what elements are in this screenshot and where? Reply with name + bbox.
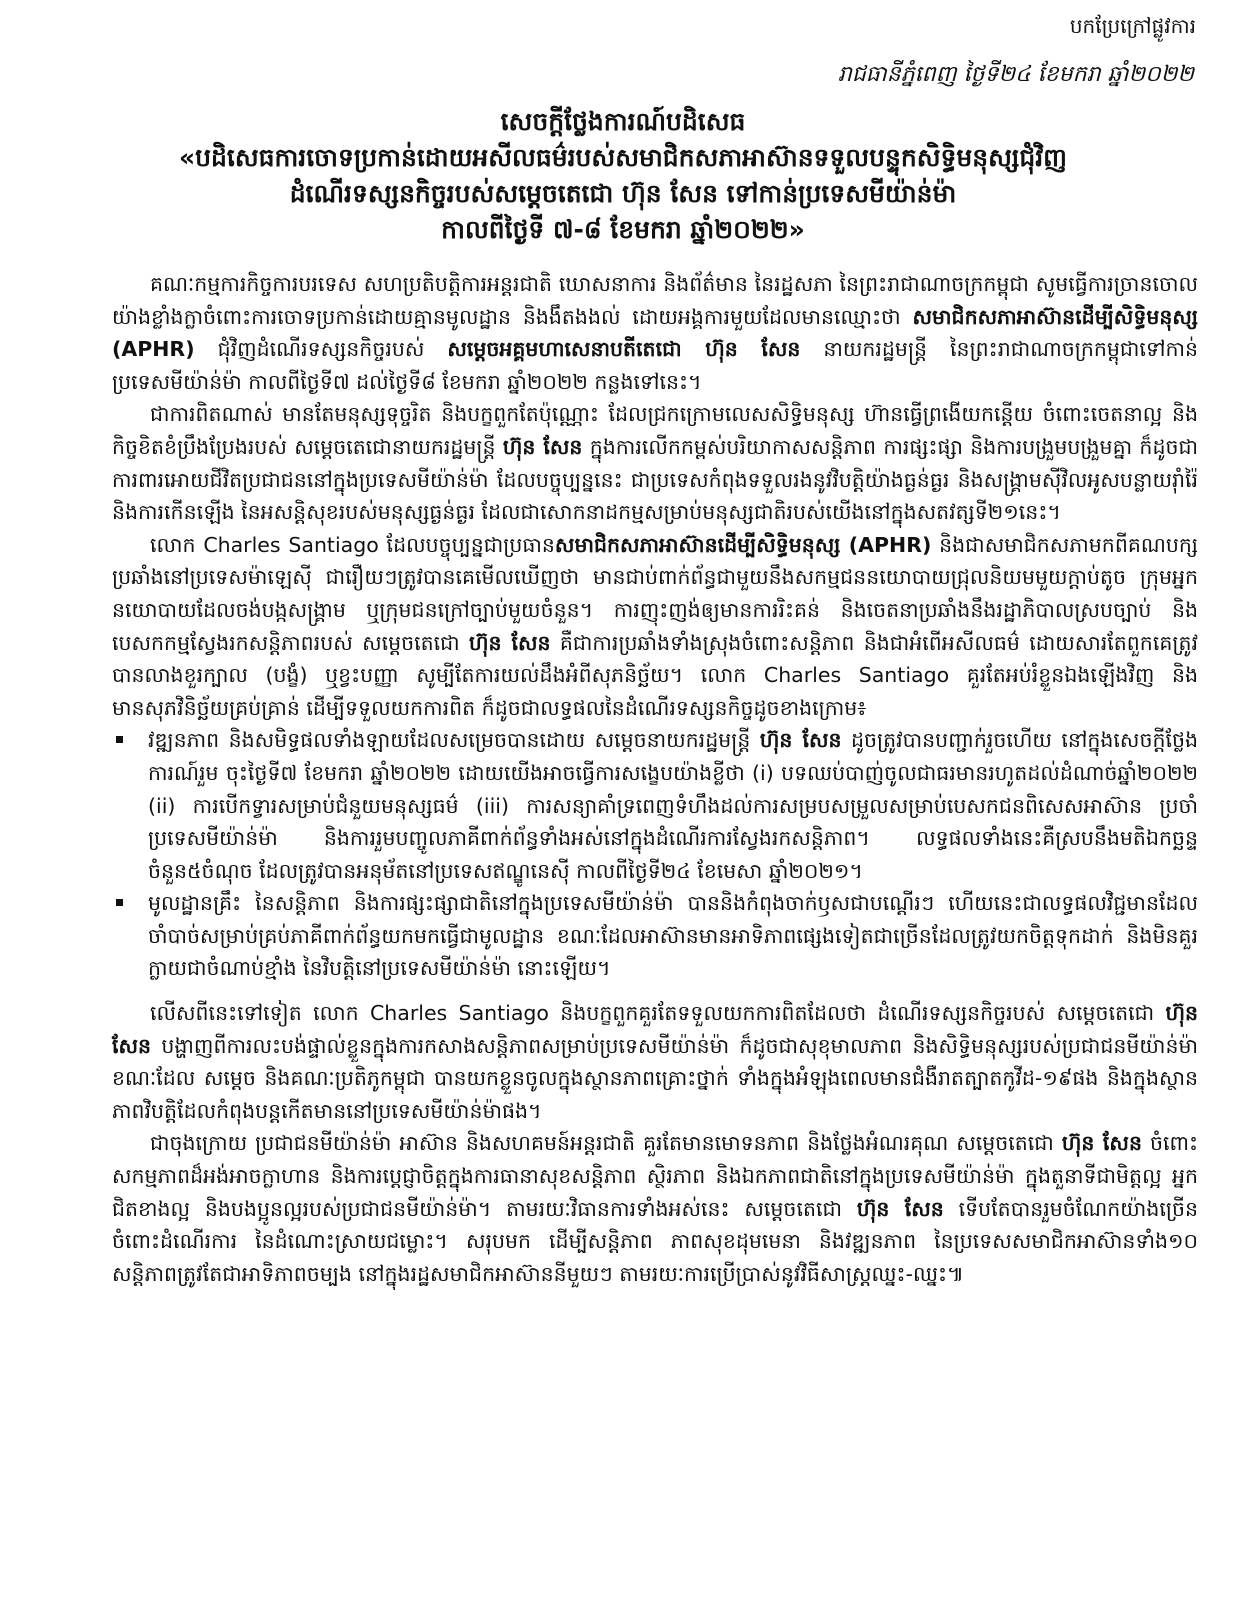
p3-text-e: គឺជាការប្រឆាំងទាំងស្រុងចំពោះសន្តិភាព និងជាអំពើអសីលធម៌ ដោយសារតែពួកគេត្រូវបានលាងខួរក្បាល (បង្ខំ) ឬខ្វះបញ្ញា សូម្បីតែការយល់ដឹងអំពីសុភនិច្ឆ័យ។ លោក Charles Santiago គួរតែអប់រំខ្លួនឯងឡើងវិញ និងមានសុភវិនិច្ឆ័យគ្រប់គ្រាន់ ដើម្បីទទួលយកការពិត ក៏ដូចជាលទ្ធផលនៃដំណើរទស្សនកិច្ចដូចខាងក្រោម៖ (112, 630, 1198, 720)
outcome-list (112, 724, 1198, 985)
p1-text-a: គណៈកម្មការកិច្ចការបរទេស សហប្រតិបត្តិការអន្តរជាតិ ឃោសនាការ និងព័ត៌មាន នៃរដ្ឋសភា នៃព្រះរាជាណាចក្រកម្ពុជា សូមធ្វើការច្រានចោលយ៉ាងខ្លាំងក្លាចំពោះការចោទប្រកាន់ដោយគ្មានមូលដ្ឋាន និងងឹតងងល់ ដោយអង្គការមួយដែលមានឈ្មោះថា (112, 272, 1198, 329)
square-bullet-icon (116, 736, 123, 743)
paragraph-1 (112, 268, 1198, 398)
p3-text-a: លោក Charles Santiago ដែលបច្ចុប្បន្នជាប្រធាន (150, 532, 555, 557)
paragraph-4 (112, 997, 1198, 1127)
p5-text-c: ចំពោះសកម្មភាពដ៏អង់អាចក្លាហាន និងការប្តេជ្ញាចិត្តក្នុងការធានាសុខសន្តិភាព ស្ថិរភាព និងឯកភាពជាតិនៅក្នុងប្រទេសមីយ៉ាន់ម៉ា ក្នុងតួនាទីជាមិត្តល្អ អ្នកជិតខាងល្អ និងបងប្អូនល្អរបស់ប្រជាជនមីយ៉ាន់ម៉ា។ តាមរយៈវិធានការទាំងអស់នេះ សម្តេចតេជោ (112, 1131, 1198, 1221)
title-line-3: ដំណើរទស្សនកិច្ចរបស់សម្តេចតេជោ ហ៊ុន សែន ទៅកាន់ប្រទេសមីយ៉ាន់ម៉ា (289, 179, 957, 208)
bullet1-text-c: ដូចត្រូវបានបញ្ជាក់រួចហើយ នៅក្នុងសេចក្តីថ្លែងការណ៍រួម ចុះថ្ងៃទី៧ ខែមករា ឆ្នាំ២០២២ ដោយយើងអាចធ្វើការសង្ខេបយ៉ាងខ្លីថា (i) បទឈប់បាញ់ចូលជាធរមានរហូតដល់ដំណាច់ឆ្នាំ២០២២ (ii) ការបើកទ្វារសម្រាប់ជំនួយមនុស្សធម៌ (iii) ការសន្យាគាំទ្រពេញទំហឹងដល់ការសម្របសម្រួលសម្រាប់បេសកជនពិសេសអាស៊ាន ប្រចាំប្រទេសមីយ៉ាន់ម៉ា និងការរួមបញ្ចូលភាគីពាក់ព័ន្ធទាំងអស់នៅក្នុងដំណើរការស្វែងរកសន្តិភាព។ លទ្ធផលទាំងនេះគឺស្របនឹងមតិឯកច្ឆន្ទចំនួន៥ចំណុច ដែលត្រូវបានអនុម័តនៅប្រទេសឥណ្ឌូនេស៊ី កាលពីថ្ងៃទី២៤ ខែមេសា ឆ្នាំ២០២១។ (148, 728, 1199, 883)
statement-title (60, 104, 1186, 248)
p5-name-1: ហ៊ុន សែន (1061, 1131, 1142, 1156)
p5-text-e: ទើបតែបានរួមចំណែកយ៉ាងច្រើន ចំពោះដំណើរការ នៃដំណោះស្រាយជម្លោះ។ សរុបមក ដើម្បីសន្តិភាព ភាពសុខដុមមេនា និងវឌ្ឍនភាព នៃប្រទេសសមាជិកអាស៊ានទាំង១០ សន្តិភាពត្រូវតែជាអាទិភាពចម្បង នៅក្នុងរដ្ឋសមាជិកអាស៊ាននីមួយៗ តាមរយៈការប្រើប្រាស់នូវវិធីសាស្ត្រឈ្នះ-ឈ្នះ៕ (112, 1196, 1198, 1286)
p1-text-e: នាយករដ្ឋមន្ត្រី នៃព្រះរាជាណាចក្រកម្ពុជាទៅកាន់ប្រទេសមីយ៉ាន់ម៉ា កាលពីថ្ងៃទី៧ ដល់ថ្ងៃទី៨ ខែមករា ឆ្នាំ២០២២ កន្លងទៅនេះ។ (112, 337, 1198, 394)
p1-text-c: ជុំវិញដំណើរទស្សនកិច្ចរបស់ (194, 337, 448, 362)
p3-org-name: សមាជិកសភាអាស៊ានដើម្បីសិទ្ធិមនុស្ស (APHR) (554, 532, 932, 557)
p2-name: ហ៊ុន សែន (502, 434, 583, 459)
title-line-4: កាលពីថ្ងៃទី ៧-៨ ខែមករា ឆ្នាំ២០២២» (441, 215, 805, 244)
square-bullet-icon (116, 899, 123, 906)
list-item (112, 724, 1198, 887)
paragraph-5 (112, 1127, 1198, 1290)
p4-text-a: លើសពីនេះទៅទៀត លោក Charles Santiago និងបក្ខពួកគួរតែទទួលយកការពិតដែលថា ដំណើរទស្សនកិច្ចរបស់ សម្តេចតេជោ (150, 1001, 1166, 1026)
bullet1-name: ហ៊ុន សែន (759, 728, 842, 753)
title-line-2: «បដិសេធការចោទប្រកាន់ដោយអសីលធម៌របស់សមាជិកសភាអាស៊ានទទួលបន្ទុកសិទ្ធិមនុស្សជុំវិញ (179, 143, 1067, 172)
p1-org-name: សមាជិកសភាអាស៊ានដើម្បីសិទ្ធិមនុស្ស (APHR) (112, 304, 1198, 362)
p4-text-c: បង្ហាញពីការលះបង់ផ្ទាល់ខ្លួនក្នុងការកសាងសន្តិភាពសម្រាប់ប្រទេសមីយ៉ាន់ម៉ា ក៏ដូចជាសុខុមាលភាព និងសិទ្ធិមនុស្សរបស់ប្រជាជនមីយ៉ាន់ម៉ា ខណៈដែល សម្តេច និងគណៈប្រតិភូកម្ពុជា បានយកខ្លួនចូលក្នុងស្ថានភាពគ្រោះថ្នាក់ ទាំងក្នុងអំឡុងពេលមានជំងឺរាតត្បាតកូវីដ-១៩ផង និងក្នុងស្ថានភាពវិបត្តិដែលកំពុងបន្តកើតមាននៅប្រទេសមីយ៉ាន់ម៉ាផង។ (112, 1033, 1198, 1123)
dateline: រាជធានីភ្នំពេញ ថ្ងៃទី២៤ ខែមករា ឆ្នាំ២០២២ (837, 62, 1194, 87)
p5-text-a: ជាចុងក្រោយ ប្រជាជនមីយ៉ាន់ម៉ា អាស៊ាន និងសហគមន៍អន្តរជាតិ គួរតែមានមោទនភាព និងថ្លែងអំណរគុណ សម្តេចតេជោ (150, 1131, 1062, 1156)
statement-body (112, 268, 1198, 1290)
paragraph-3 (112, 529, 1198, 725)
list-item (112, 887, 1198, 985)
p5-name-2: ហ៊ុន សែន (856, 1196, 944, 1221)
p3-text-c: និងជាសមាជិកសភាមកពីគណបក្សប្រឆាំងនៅប្រទេសម៉ាឡេស៊ី ជារឿយៗត្រូវបានគេមើលឃើញថា មានជាប់ពាក់ព័ន្ធជាមួយនឹងសកម្មជននយោបាយជ្រុលនិយមមួយក្តាប់តូច ក្រុមអ្នកនយោបាយដែលចង់បង្កសង្គ្រាម ឬក្រុមជនក្រៅច្បាប់មួយចំនួន។ ការញុះញង់ឲ្យមានការរិះគន់ និងចេតនាប្រឆាំងនឹងរដ្ឋាភិបាលស្របច្បាប់ និងបេសកកម្មស្វែងរកសន្តិភាពរបស់ សម្តេចតេជោ (112, 532, 1198, 655)
title-line-1: សេចក្តីថ្លែងការណ៍បដិសេធ (500, 107, 746, 136)
p4-name: ហ៊ុន សែន (112, 1001, 1198, 1058)
paragraph-2 (112, 398, 1198, 528)
bullet1-text-a: វឌ្ឍនភាព និងសមិទ្ធផលទាំងឡាយដែលសម្រេចបានដោយ សម្តេចនាយករដ្ឋមន្ត្រី (148, 728, 760, 753)
p3-name: ហ៊ុន សែន (469, 630, 551, 655)
translation-note: បកប្រែក្រៅផ្លូវការ (1069, 14, 1196, 38)
bullet2-text-a: មូលដ្ឋានគ្រឹះ នៃសន្តិភាព និងការផ្សះផ្សាជាតិនៅក្នុងប្រទេសមីយ៉ាន់ម៉ា បាននិងកំពុងចាក់ឫសជាបណ្តើរៗ ហើយនេះជាលទ្ធផលវិជ្ជមានដែលចាំបាច់សម្រាប់គ្រប់ភាគីពាក់ព័ន្ធយកមកធ្វើជាមូលដ្ឋាន ខណៈដែលអាស៊ានមានអាទិភាពផ្សេងទៀតជាច្រើនដែលត្រូវយកចិត្តទុកដាក់ និងមិនគួរក្លាយជាចំណាប់ខ្មាំង នៃវិបត្តិនៅប្រទេសមីយ៉ាន់ម៉ា នោះឡើយ។ (148, 891, 1198, 981)
p2-text-a: ជាការពិតណាស់ មានតែមនុស្សទុច្ចរិត និងបក្ខពួកតែប៉ុណ្ណោះ ដែលជ្រកក្រោមលេសសិទ្ធិមនុស្ស ហ៊ានធ្វើព្រងើយកន្តើយ ចំពោះចេតនាល្អ និងកិច្ចខិតខំប្រឹងប្រែងរបស់ សម្តេចតេជោនាយករដ្ឋមន្ត្រី (112, 402, 1198, 459)
p2-text-c: ក្នុងការលើកកម្ពស់បរិយាកាសសន្តិភាព ការផ្សះផ្សា និងការបង្រួមបង្រួមគ្នា ក៏ដូចជា ការពារអោយជីវិតប្រជាជននៅក្នុងប្រទេសមីយ៉ាន់ម៉ា ដែលបច្ចុប្បន្ននេះ ជាប្រទេសកំពុងទទួលរងនូវវិបត្តិយ៉ាងធ្ងន់ធ្ងរ និងសង្គ្រាមស៊ីវិលអូសបន្លាយរ៉ាំរ៉ៃ និងការកើនឡើង នៃអសន្តិសុខរបស់មនុស្សធ្ងន់ធ្ងរ ដែលជាសោកនាដកម្មសម្រាប់មនុស្សជាតិរបស់យើងនៅក្នុងសតវត្សទី២១នេះ។ (112, 434, 1198, 525)
p1-pm-title: សម្តេចអគ្គមហាសេនាបតីតេជោ ហ៊ុន សែន (447, 337, 801, 362)
